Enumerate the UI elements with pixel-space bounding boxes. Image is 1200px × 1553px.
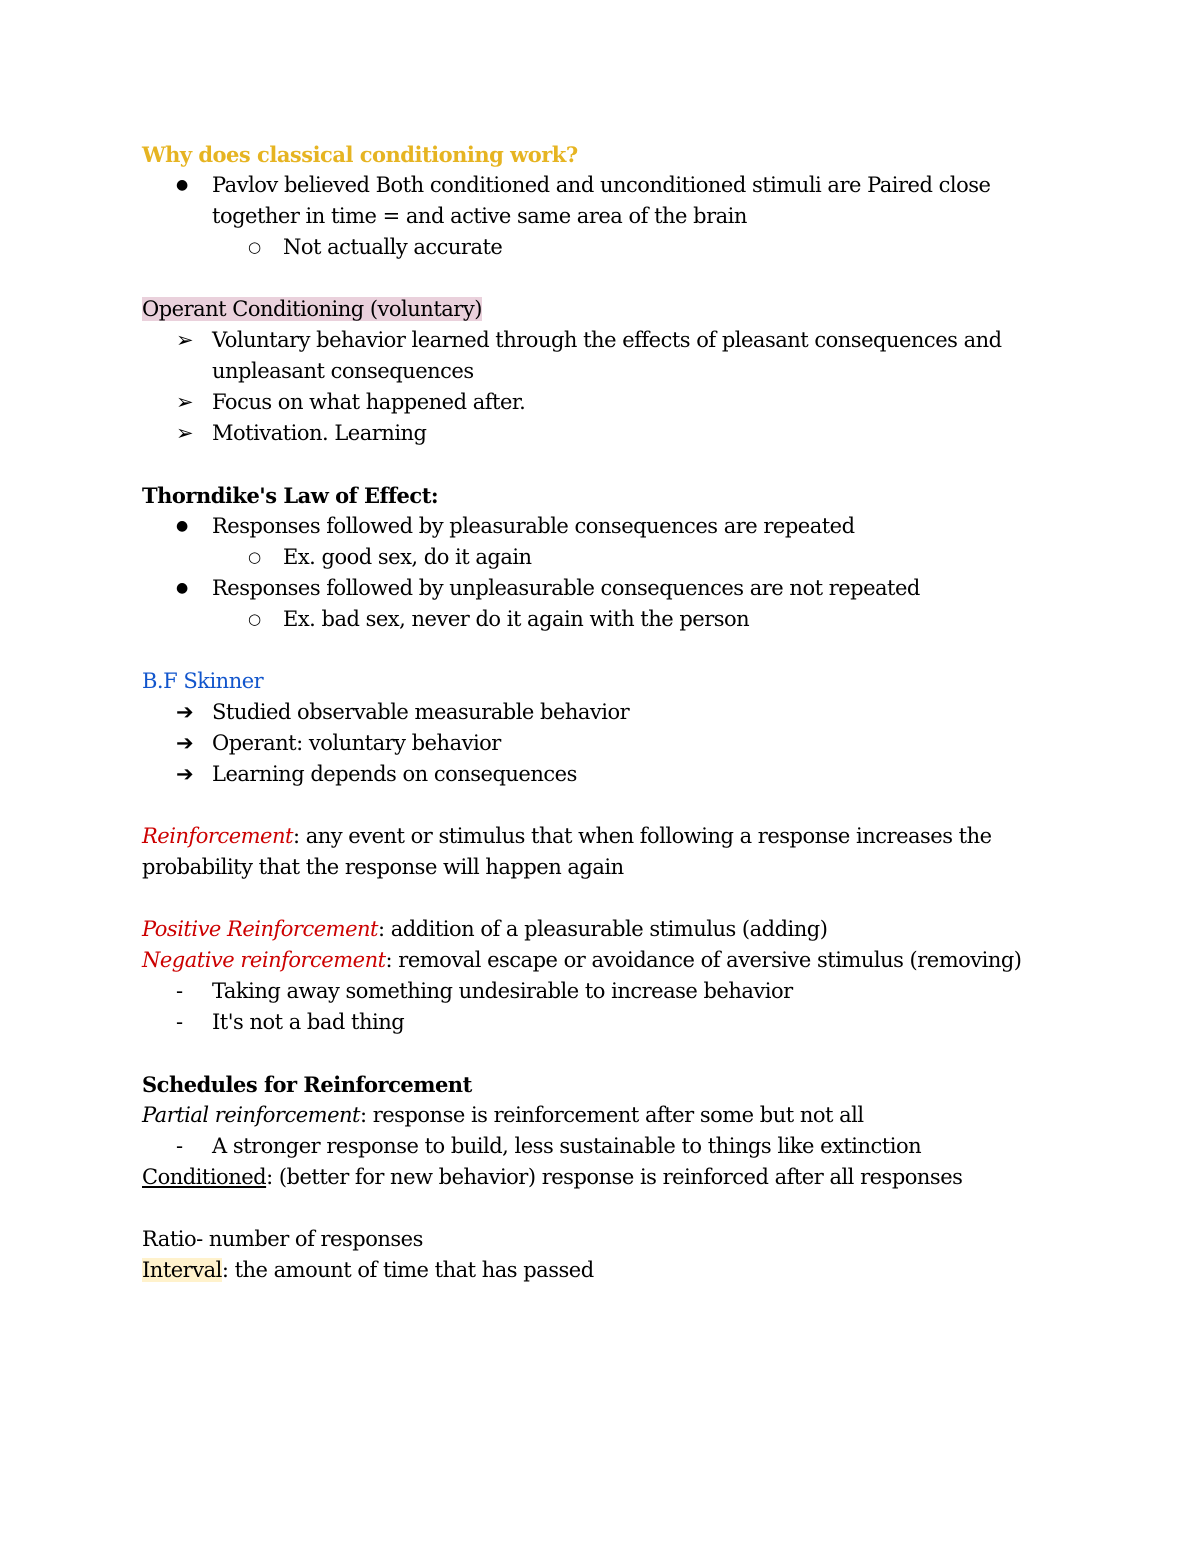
list-item	[142, 728, 1072, 759]
interval-text: : the amount of time that has passed	[221, 1258, 594, 1282]
highlighted-heading-text: Operant Conditioning (voluntary)	[142, 297, 482, 321]
partial-reinforcement-text: : response is reinforcement after some but not all	[359, 1103, 864, 1127]
arrowhead-bullet-icon: ➢	[176, 421, 194, 445]
list-item	[142, 387, 1072, 418]
list-item-text: Motivation. Learning	[212, 421, 427, 445]
partial-reinforcement-definition	[142, 1100, 1072, 1131]
positive-reinforcement-definition	[142, 914, 1072, 945]
conditioned-term: Conditioned	[142, 1165, 267, 1189]
positive-reinforcement-term: Positive Reinforcement	[142, 917, 378, 941]
list-item	[142, 170, 1072, 201]
list-item-text: Studied observable measurable behavior	[212, 700, 630, 724]
positive-reinforcement-text: : addition of a pleasurable stimulus (adding)	[377, 917, 828, 941]
list-item-continuation: unpleasant consequences	[212, 359, 474, 383]
negative-reinforcement-definition	[142, 945, 1072, 976]
circle-bullet-icon: ○	[248, 548, 261, 566]
list-item	[142, 759, 1072, 790]
bullet-icon: ●	[176, 580, 188, 596]
arrowhead-bullet-icon: ➢	[176, 390, 194, 414]
sub-list-item	[142, 232, 1072, 263]
list-item-text: Focus on what happened after.	[212, 390, 526, 414]
list-item-text: A stronger response to build, less sustainable to things like extinction	[212, 1134, 922, 1158]
list-item-text: Pavlov believed Both conditioned and unconditioned stimuli are Paired close	[212, 173, 991, 197]
arrowhead-bullet-icon: ➢	[176, 328, 194, 352]
skinner-heading: B.F Skinner	[142, 669, 264, 693]
dash-list-item	[142, 976, 1072, 1007]
reinforcement-term: Reinforcement	[142, 824, 293, 848]
list-item-text: Responses followed by unpleasurable consequences are not repeated	[212, 576, 920, 600]
list-item	[142, 697, 1072, 728]
reinforcement-definition	[142, 821, 1072, 852]
circle-bullet-icon: ○	[248, 238, 261, 256]
reinforcement-definition-text: : any event or stimulus that when following a response increases the	[292, 824, 992, 848]
dash-bullet-icon: -	[176, 979, 183, 1003]
sub-list-item-text: Ex. bad sex, never do it again with the person	[283, 607, 750, 631]
dash-bullet-icon: -	[176, 1134, 183, 1158]
arrow-right-icon: ➔	[176, 700, 194, 724]
conditioned-definition	[142, 1162, 1072, 1193]
list-item-text: Operant: voluntary behavior	[212, 731, 501, 755]
conditioned-text: : (better for new behavior) response is reinforced after all responses	[266, 1165, 963, 1189]
interval-definition	[142, 1255, 1072, 1286]
sub-list-item	[142, 604, 1072, 635]
list-item-text: Voluntary behavior learned through the effects of pleasant consequences and	[212, 328, 1002, 352]
sub-list-item-text: Not actually accurate	[283, 235, 503, 259]
law-of-effect-heading: Thorndike's Law of Effect:	[142, 483, 439, 508]
list-item	[142, 573, 1072, 604]
ratio-definition: Ratio- number of responses	[142, 1227, 423, 1251]
dash-list-item	[142, 1131, 1072, 1162]
negative-reinforcement-text: : removal escape or avoidance of aversive stimulus (removing)	[385, 948, 1022, 972]
arrow-right-icon: ➔	[176, 731, 194, 755]
schedules-heading: Schedules for Reinforcement	[142, 1072, 472, 1097]
dash-list-item	[142, 1007, 1072, 1038]
list-item-text: Taking away something undesirable to increase behavior	[212, 979, 793, 1003]
classical-conditioning-heading: Why does classical conditioning work?	[142, 142, 578, 167]
list-item-continuation: together in time = and active same area of the brain	[212, 204, 747, 228]
list-item	[142, 325, 1072, 356]
arrow-right-icon: ➔	[176, 762, 194, 786]
list-item	[142, 418, 1072, 449]
reinforcement-definition-continuation: probability that the response will happen again	[142, 855, 624, 879]
list-item-text: It's not a bad thing	[212, 1010, 405, 1034]
circle-bullet-icon: ○	[248, 610, 261, 628]
interval-term: Interval	[142, 1258, 222, 1282]
list-item-text: Learning depends on consequences	[212, 762, 577, 786]
list-item-text: Responses followed by pleasurable consequences are repeated	[212, 514, 855, 538]
sub-list-item	[142, 542, 1072, 573]
list-item	[142, 511, 1072, 542]
document-body	[142, 139, 1072, 1286]
bullet-icon: ●	[176, 177, 188, 193]
dash-bullet-icon: -	[176, 1010, 183, 1034]
bullet-icon: ●	[176, 518, 188, 534]
sub-list-item-text: Ex. good sex, do it again	[283, 545, 532, 569]
partial-reinforcement-term: Partial reinforcement	[142, 1103, 360, 1127]
negative-reinforcement-term: Negative reinforcement	[142, 948, 386, 972]
operant-conditioning-heading	[142, 294, 1072, 325]
